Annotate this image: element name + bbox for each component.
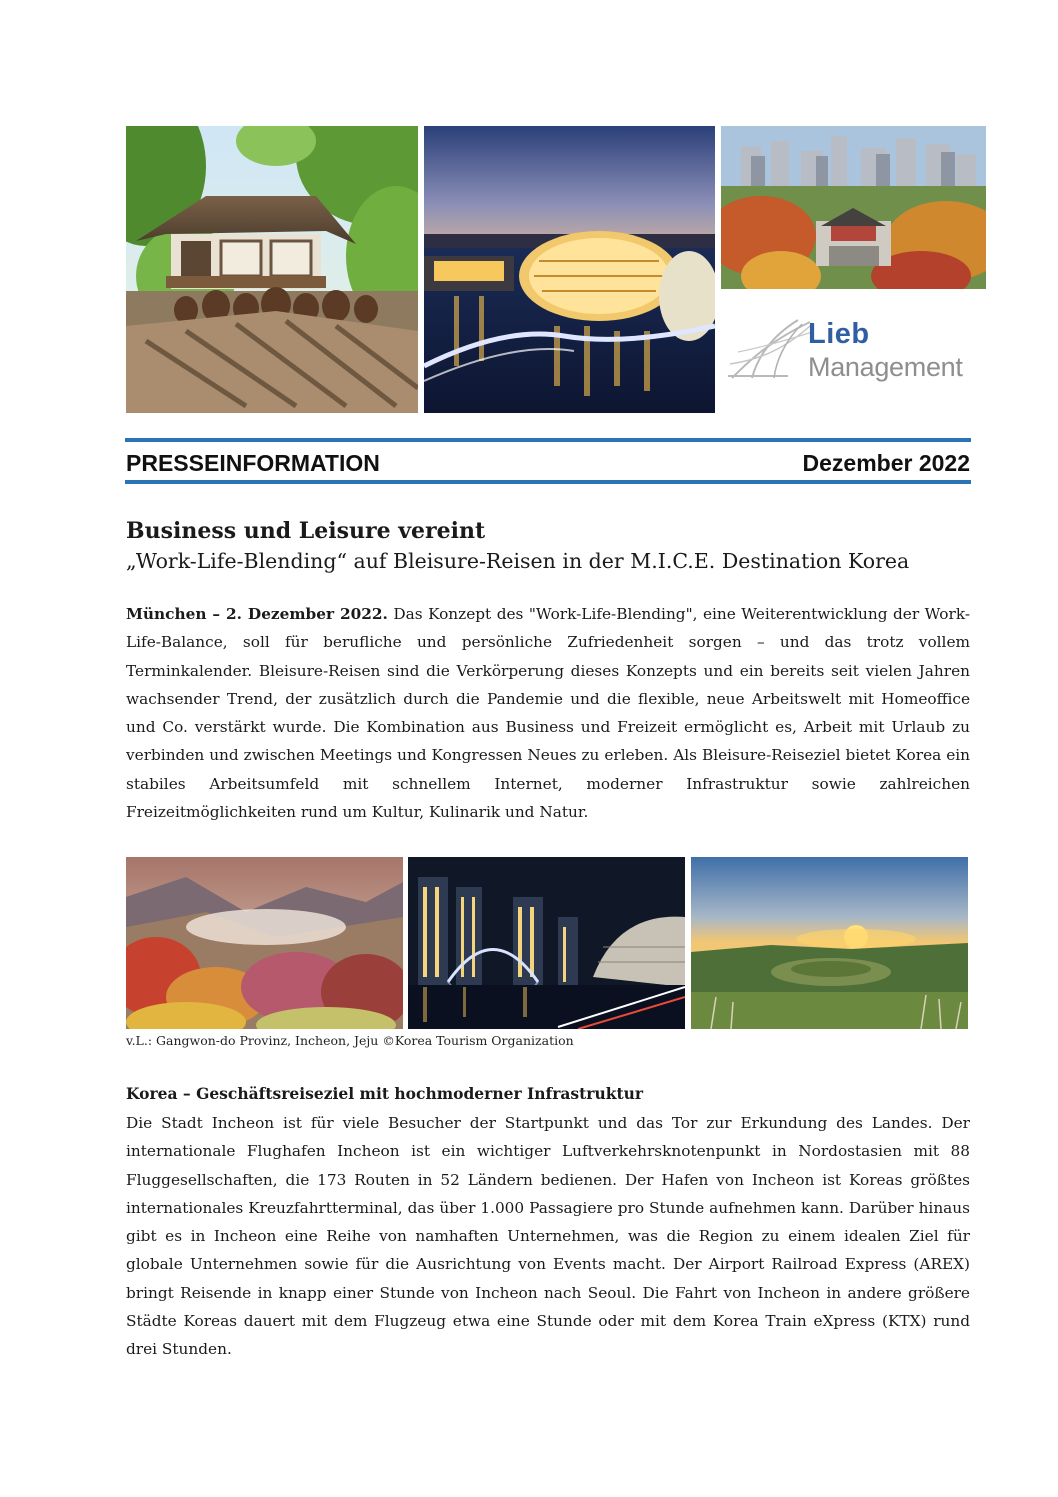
section-paragraph: Die Stadt Incheon ist für viele Besucher der Startpunkt und das Tor zur Erkundung des Landes. Der internationale Flughafen Incheon ist ein wichtiger Luftverkehrsknotenpunkt in Nordostasien mit 88 Fluggesellschaften, die 173 Routen in 52 Ländern bedienen. Der Hafen von Incheon ist Koreas größtes internationales Kreuzfahrtterminal, das über 1.000 Passagiere pro Stunde aufnehmen kann. Darüber hinaus gibt es in Incheon eine Reihe von namhaften Unternehmen, was die Region zu einem idealen Ziel für globale Unternehmen sowie für die Ausrichtung von Events macht. Der Airport Railroad Express (AREX) bringt Reisende in knapp einer Stunde von Incheon nach Seoul. Die Fahrt von Incheon in andere größere Städte Koreas dauert mit dem Flugzeug etwa eine Stunde oder mit dem Korea Train eXpress (KTX) rund drei Stunden. bbox=[126, 1114, 970, 1359]
photo-caption: v.L.: Gangwon-do Provinz, Incheon, Jeju ©Korea Tourism Organization bbox=[126, 1033, 574, 1048]
article-headline: Business und Leisure vereint bbox=[126, 518, 486, 544]
logo-text-management: Management bbox=[808, 352, 963, 382]
intro-paragraph bbox=[126, 600, 970, 826]
photo-palace-city bbox=[721, 126, 986, 289]
banner-title: PRESSEINFORMATION bbox=[126, 449, 380, 476]
article-subheadline: „Work-Life-Blending“ auf Bleisure-Reisen in der M.I.C.E. Destination Korea bbox=[126, 549, 910, 573]
section-heading: Korea – Geschäftsreiseziel mit hochmoderner Infrastruktur bbox=[126, 1084, 644, 1103]
press-banner bbox=[126, 446, 970, 480]
intro-text: Das Konzept des "Work-Life-Blending", eine Weiterentwicklung der Work-Life-Balance, soll für berufliche und persönliche Zufriedenheit sorgen – und das trotz vollem Terminkalender. Bleisure-Reisen sind die Verkörperung dieses Konzepts und ein bereits seit vielen Jahren wachsender Trend, der zusätzlich durch die Pandemie und die flexible, neue Arbeitswelt mit Homeoffice und Co. verstärkt wurde. Die Kombination aus Business und Freizeit ermöglicht es, Arbeit mit Urlaub zu verbinden und zwischen Meetings und Kongressen Neues zu erleben. Als Bleisure-Reiseziel bietet Korea ein stabiles Arbeitsumfeld mit schnellem Internet, moderner Infrastruktur sowie zahlreichen Freizeitmöglichkeiten rund um Kultur, Kulinarik und Natur. bbox=[126, 605, 970, 822]
intro-dateline: München – 2. Dezember 2022. bbox=[126, 605, 388, 623]
banner-top-rule bbox=[125, 438, 971, 442]
photo-incheon-night bbox=[408, 857, 685, 1029]
logo-text-lieb: Lieb bbox=[808, 318, 870, 350]
company-logo bbox=[728, 312, 982, 392]
banner-date: Dezember 2022 bbox=[802, 449, 970, 476]
photo-hanok bbox=[126, 126, 418, 413]
photo-autumn-valley bbox=[126, 857, 403, 1029]
banner-bottom-rule bbox=[125, 480, 971, 484]
photo-night-harbor bbox=[424, 126, 715, 413]
globe-swoosh-icon bbox=[728, 312, 818, 384]
photo-jeju-sunrise bbox=[691, 857, 968, 1029]
